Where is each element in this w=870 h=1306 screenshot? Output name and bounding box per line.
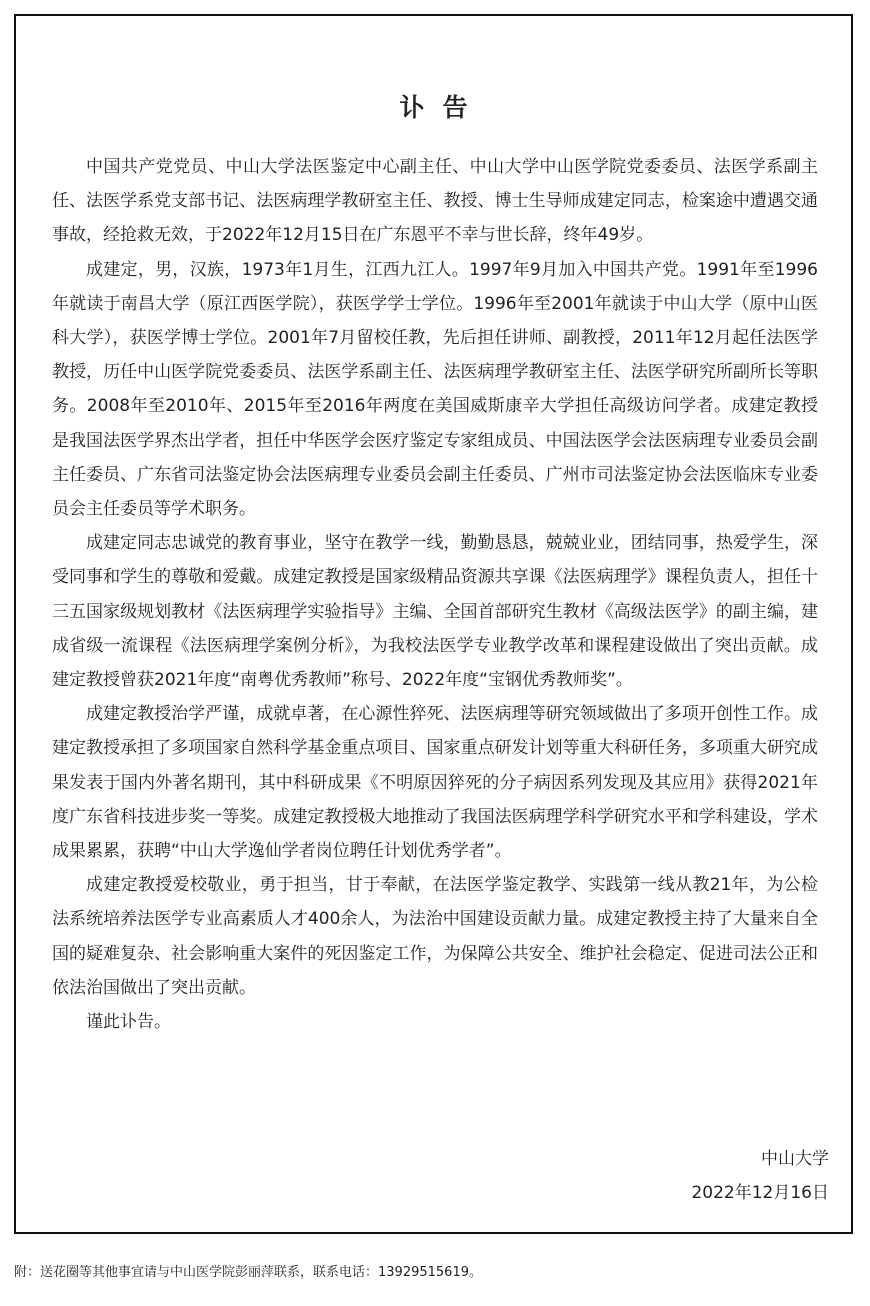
paragraph-service: 成建定教授爱校敬业，勇于担当，甘于奉献，在法医学鉴定教学、实践第一线从教21年，为公检法系统培养法医学专业高素质人才400余人，为法治中国建设贡献力量。成建定教授主持了大量来自全国的疑难复杂、社会影响重大案件的死因鉴定工作，为保障公共安全、维护社会稳定、促进司法公正和依法治国做出了突出贡献。 [52,875,818,998]
signature-block [691,1142,829,1210]
paragraph-teaching: 成建定同志忠诚党的教育事业，坚守在教学一线，勤勤恳恳，兢兢业业，团结同事，热爱学生，深受同事和学生的尊敬和爱戴。成建定教授是国家级精品资源共享课《法医病理学》课程负责人，担任十三五国家级规划教材《法医病理学实验指导》主编、全国首部研究生教材《高级法医学》的副主编，建成省级一流课程《法医病理学案例分析》，为我校法医学专业教学改革和课程建设做出了突出贡献。成建定教授曾获2021年度“南粤优秀教师”称号、2022年度“宝钢优秀教师奖”。 [52,533,818,691]
paragraph-research: 成建定教授治学严谨，成就卓著，在心源性猝死、法医病理等研究领域做出了多项开创性工作。成建定教授承担了多项国家自然科学基金重点项目、国家重点研发计划等重大科研任务，多项重大研究成果发表于国内外著名期刊，其中科研成果《不明原因猝死的分子病因系列发现及其应用》获得2021年度广东省科技进步奖一等奖。成建定教授极大地推动了我国法医病理学科学研究水平和学科建设，学术成果累累，获聘“中山大学逸仙学者岗位聘任计划优秀学者”。 [52,704,818,862]
paragraph-intro: 中国共产党党员、中山大学法医鉴定中心副主任、中山大学中山医学院党委委员、法医学系副主任、法医学系党支部书记、法医病理学教研室主任、教授、博士生导师成建定同志，检案途中遭遇交通事故，经抢救无效，于2022年12月15日在广东恩平不幸与世长辞，终年49岁。 [52,157,818,246]
signature-organization: 中山大学 [761,1149,829,1169]
notice-frame [14,14,853,1234]
notice-title: 讣告 [399,93,486,122]
paragraph-closing: 谨此讣告。 [86,1012,171,1033]
notice-body [52,150,818,1039]
paragraph-biography: 成建定，男，汉族，1973年1月生，江西九江人。1997年9月加入中国共产党。1991年至1996年就读于南昌大学（原江西医学院），获医学学士学位。1996年至2001年就读于中山大学（原中山医科大学），获医学博士学位。2001年7月留校任教，先后担任讲师、副教授，2011年12月起任法医学教授，历任中山医学院党委委员、法医学系副主任、法医病理学教研室主任、法医学研究所副所长等职务。2008年至2010年、2015年至2016年两度在美国威斯康辛大学担任高级访问学者。成建定教授是我国法医学界杰出学者，担任中华医学会医疗鉴定专家组成员、中国法医学会法医病理专业委员会副主任委员、广东省司法鉴定协会法医病理专业委员会副主任委员、广州市司法鉴定协会法医临床专业委员会主任委员等学术职务。 [52,259,818,520]
signature-date: 2022年12月16日 [691,1183,829,1203]
contact-footnote: 附：送花圈等其他事宜请与中山医学院彭丽萍联系，联系电话：13929515619。 [14,1265,482,1280]
